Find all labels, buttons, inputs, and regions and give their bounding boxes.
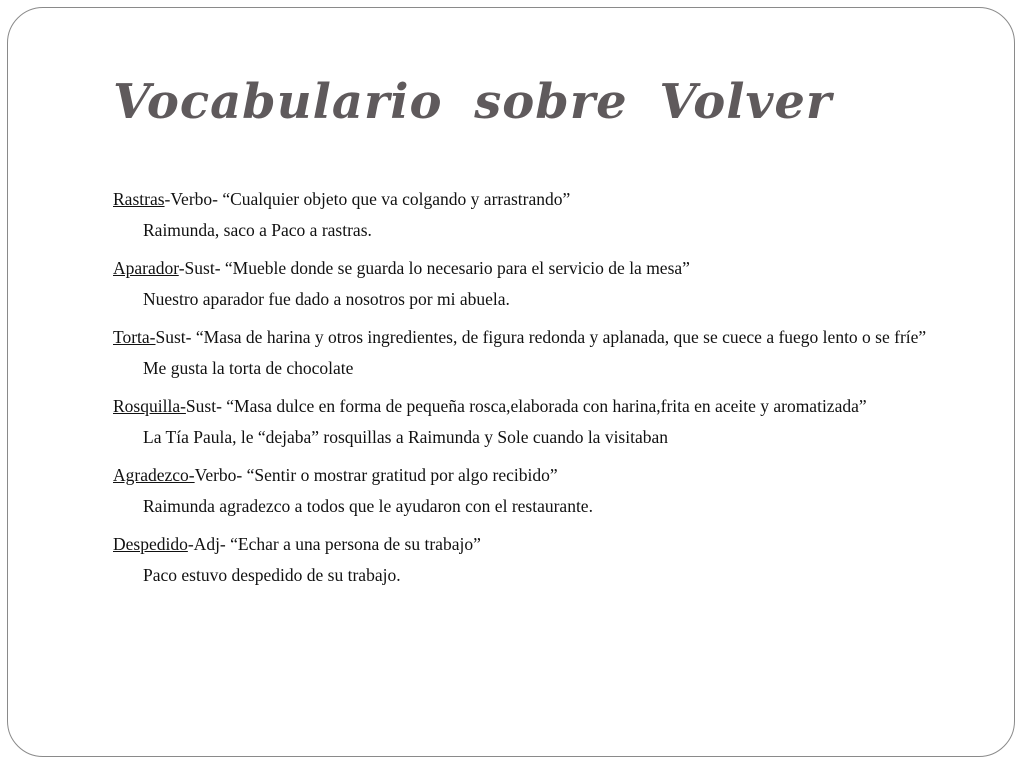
definition-line bbox=[113, 188, 943, 210]
vocab-example: La Tía Paula, le “dejaba” rosquillas a Raimunda y Sole cuando la visitaban bbox=[143, 427, 668, 447]
vocab-example: Me gusta la torta de chocolate bbox=[143, 358, 354, 378]
definition-line bbox=[113, 395, 943, 417]
vocab-definition: -Verbo- “Cualquier objeto que va colgando y arrastrando” bbox=[164, 189, 571, 209]
vocab-example: Paco estuvo despedido de su trabajo. bbox=[143, 565, 401, 585]
vocab-entry-despedido bbox=[113, 533, 943, 586]
vocab-entry-aparador bbox=[113, 257, 943, 310]
vocab-entry-agradezco bbox=[113, 464, 943, 517]
vocab-entry-rosquilla bbox=[113, 395, 943, 448]
vocab-example: Raimunda agradezco a todos que le ayudaron con el restaurante. bbox=[143, 496, 593, 516]
vocab-example: Nuestro aparador fue dado a nosotros por mi abuela. bbox=[143, 289, 510, 309]
definition-line bbox=[113, 326, 943, 348]
vocab-definition: Sust- “Masa de harina y otros ingredientes, de figura redonda y aplanada, que se cuece a fuego lento o se fríe” bbox=[155, 327, 927, 347]
vocab-definition: -Sust- “Mueble donde se guarda lo necesario para el servicio de la mesa” bbox=[178, 258, 690, 278]
definition-line bbox=[113, 533, 943, 555]
vocab-term: Agradezco- bbox=[113, 465, 195, 485]
vocab-definition: Verbo- “Sentir o mostrar gratitud por algo recibido” bbox=[194, 465, 558, 485]
vocab-definition: -Adj- “Echar a una persona de su trabajo” bbox=[187, 534, 481, 554]
vocab-term: Torta- bbox=[113, 327, 156, 347]
vocab-term: Rosquilla- bbox=[113, 396, 186, 416]
vocab-term: Despedido bbox=[113, 534, 188, 554]
vocab-term: Rastras bbox=[113, 189, 165, 209]
vocabulary-list bbox=[113, 188, 943, 602]
vocab-term: Aparador bbox=[113, 258, 179, 278]
slide-title: Vocabulario sobre Volver bbox=[113, 74, 833, 130]
vocab-entry-rastras bbox=[113, 188, 943, 241]
vocab-definition: Sust- “Masa dulce en forma de pequeña rosca,elaborada con harina,frita en aceite y aromatizada” bbox=[185, 396, 867, 416]
definition-line bbox=[113, 464, 943, 486]
definition-line bbox=[113, 257, 943, 279]
vocab-entry-torta bbox=[113, 326, 943, 379]
vocab-example: Raimunda, saco a Paco a rastras. bbox=[143, 220, 372, 240]
